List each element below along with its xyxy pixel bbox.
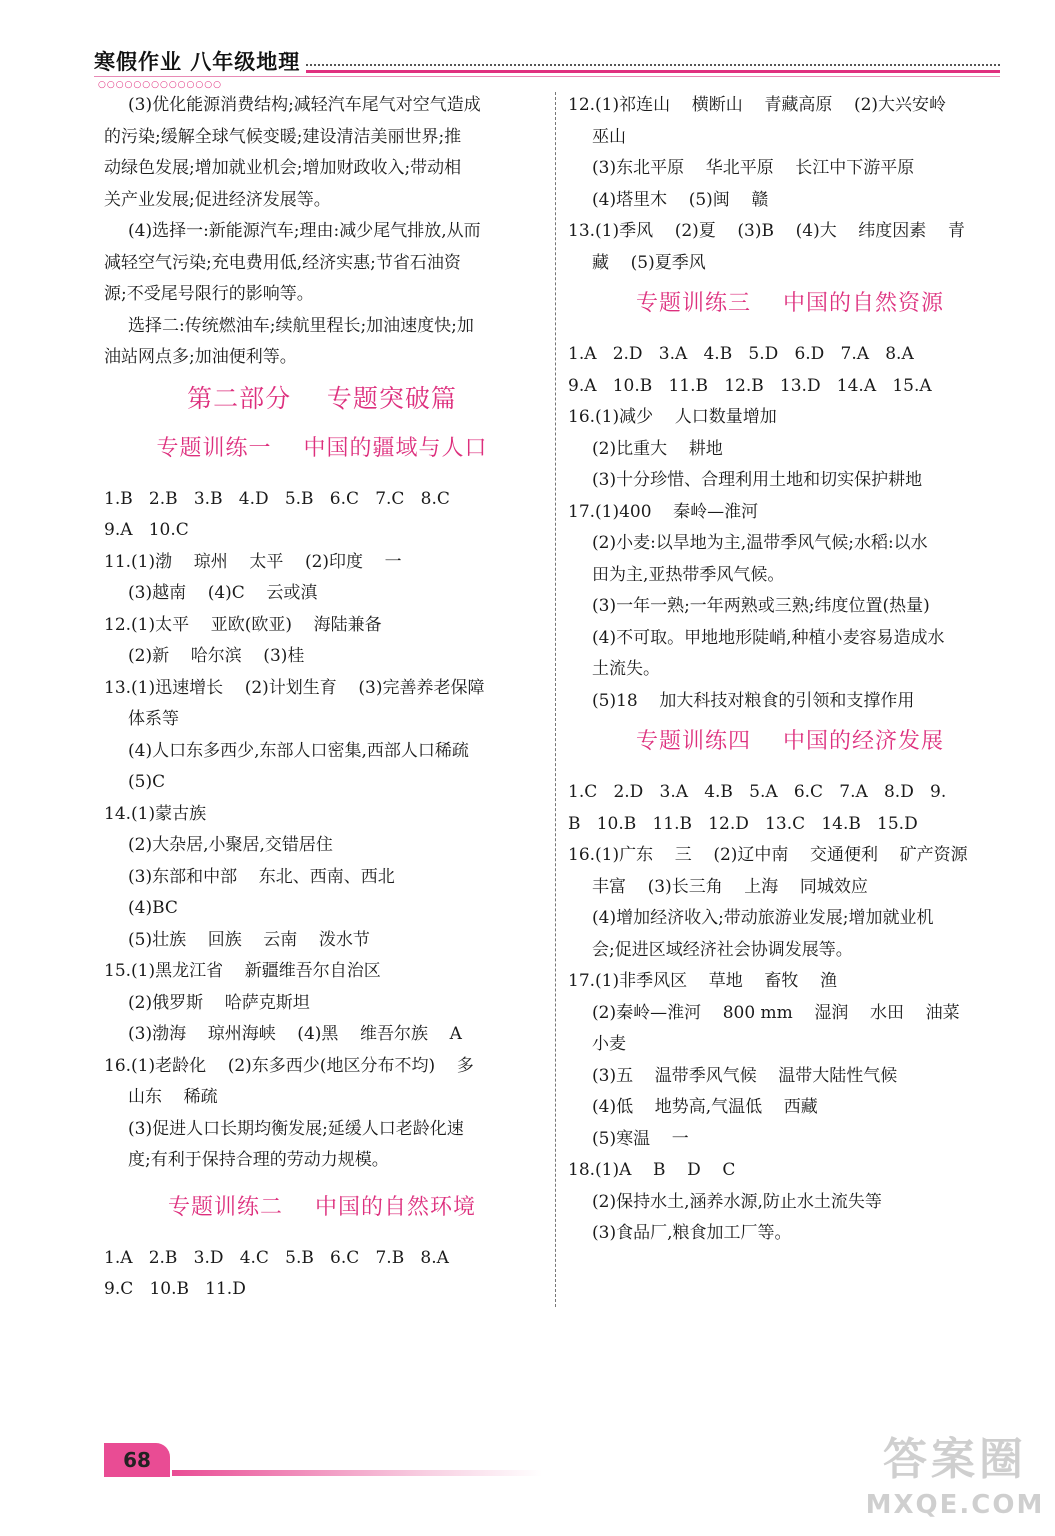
answer-line: 11.(1)渤 琼州 太平 (2)印度 一: [104, 551, 402, 572]
answer-line: 田为主,亚热带季风气候。: [592, 564, 785, 585]
footer-decorative-bar: [172, 1470, 542, 1476]
answer-line: (4)增加经济收入;带动旅游业发展;增加就业机: [592, 908, 934, 928]
answer-line: 18.(1)A B D C: [568, 1160, 736, 1180]
answer-line: 减轻空气污染;充电费用低,经济实惠;节省石油资: [104, 252, 461, 273]
spacer: [568, 767, 1012, 777]
answer-line: 12.(1)祁连山 横断山 青藏高原 (2)大兴安岭: [568, 95, 947, 115]
answer-line: 1.B 2.B 3.B 4.D 5.B 6.C 7.C 8.C: [104, 488, 450, 509]
answer-line: (5)18 加大科技对粮食的引领和支撑作用: [592, 690, 915, 711]
answer-line: (2)秦岭—淮河 800 mm 湿润 水田 油菜: [592, 1002, 960, 1023]
answer-line: (3)优化能源消费结构;减轻汽车尾气对空气造成: [128, 95, 481, 115]
answer-line: (5)C: [128, 772, 166, 792]
answer-line: 17.(1)400 秦岭—淮河: [568, 501, 759, 522]
answer-line: 动绿色发展;增加就业机会;增加财政收入;带动相: [104, 158, 462, 178]
answer-line: (3)渤海 琼州海峡 (4)黑 维吾尔族 A: [128, 1024, 462, 1044]
answer-line: 9.C 10.B 11.D: [104, 1279, 246, 1299]
answer-line: 16.(1)减少 人口数量增加: [568, 407, 777, 427]
answer-line: 1.A 2.D 3.A 4.B 5.D 6.D 7.A 8.A: [568, 344, 914, 364]
answer-line: 17.(1)非季风区 草地 畜牧 渔: [568, 971, 837, 991]
answer-line: B 10.B 11.B 12.D 13.C 14.B 15.D: [568, 813, 918, 834]
spacer: [568, 329, 1012, 339]
answer-line: 藏 (5)夏季风: [592, 252, 706, 273]
answer-line: 1.A 2.B 3.D 4.C 5.B 6.C 7.B 8.A: [104, 1247, 449, 1268]
answer-line: 关产业发展;促进经济发展等。: [104, 189, 331, 210]
answer-line: 9.A 10.C: [104, 520, 189, 540]
answer-line: 15.(1)黑龙江省 新疆维吾尔自治区: [104, 961, 381, 981]
answer-line: (4)人口东多西少,东部人口密集,西部人口稀疏: [128, 740, 469, 761]
answer-line: (5)寒温 一: [592, 1128, 689, 1149]
watermark-site-text: MXQE.COM: [865, 1490, 1045, 1520]
answer-line: (2)小麦:以旱地为主,温带季风气候;水稻:以水: [592, 533, 928, 553]
answer-line: (2)保持水土,涵养水源,防止水土流失等: [592, 1191, 882, 1212]
answer-line: (2)俄罗斯 哈萨克斯坦: [128, 992, 310, 1013]
answer-line: 的污染;缓解全球气候变暖;建设清洁美丽世界;推: [104, 126, 462, 147]
answer-line: 1.C 2.D 3.A 4.B 5.A 6.C 7.A 8.D 9.: [568, 782, 947, 802]
section-heading: 专题训练二 中国的自然环境: [168, 1194, 476, 1220]
answer-line: (3)五 温带季风气候 温带大陆性气候: [592, 1065, 898, 1086]
right-answer-column: [568, 90, 1012, 1250]
section-heading: 第二部分 专题突破篇: [187, 383, 457, 413]
answer-line: 土流失。: [592, 659, 660, 679]
answer-line: 13.(1)迅速增长 (2)计划生育 (3)完善养老保障: [104, 677, 485, 698]
answer-line: (3)一年一熟;一年两熟或三熟;纬度位置(热量): [592, 596, 930, 616]
answer-line: (4)选择一:新能源汽车;理由:减少尾气排放,从而: [128, 221, 481, 241]
answer-line: 16.(1)老龄化 (2)东多西少(地区分布不均) 多: [104, 1055, 474, 1076]
answer-line: 源;不受尾号限行的影响等。: [104, 284, 314, 304]
spacer: [104, 474, 540, 484]
header-bubble-ornament: ○○○○○○○○○○○○○○: [98, 80, 222, 90]
watermark-logo-text: 答案圈: [883, 1434, 1027, 1485]
watermark-logo: [865, 1430, 1045, 1530]
answer-line: (3)促进人口长期均衡发展;延缓人口老龄化速: [128, 1118, 464, 1139]
header-rule-thin: [94, 76, 1000, 77]
answer-line: 16.(1)广东 三 (2)辽中南 交通便利 矿产资源: [568, 845, 968, 865]
answer-line: (3)十分珍惜、合理利用土地和切实保护耕地: [592, 470, 923, 490]
answer-line: (4)低 地势高,气温低 西藏: [592, 1097, 818, 1117]
page-header-title: 寒假作业 八年级地理: [94, 46, 306, 76]
answer-line: (3)越南 (4)C 云或滇: [128, 583, 318, 603]
answer-line: (2)大杂居,小聚居,交错居住: [128, 835, 333, 855]
answer-line: 14.(1)蒙古族: [104, 803, 207, 824]
answer-line: 度;有利于保持合理的劳动力规模。: [128, 1150, 389, 1170]
answer-line: (2)新 哈尔滨 (3)桂: [128, 646, 305, 666]
answer-line: (3)食品厂,粮食加工厂等。: [592, 1223, 792, 1243]
answer-line: 小麦: [592, 1034, 626, 1054]
answer-line: 体系等: [128, 709, 179, 729]
answer-line: 油站网点多;加油便利等。: [104, 347, 297, 367]
answer-line: 13.(1)季风 (2)夏 (3)B (4)大 纬度因素 青: [568, 221, 965, 241]
answer-line: 选择二:传统燃油车;续航里程长;加油速度快;加: [128, 315, 474, 336]
answer-line: (3)东部和中部 东北、西南、西北: [128, 866, 395, 887]
section-heading: 专题训练三 中国的自然资源: [636, 291, 944, 316]
answer-line: (3)东北平原 华北平原 长江中下游平原: [592, 158, 915, 178]
left-answer-column: [104, 90, 540, 1306]
answer-line: 9.A 10.B 11.B 12.B 13.D 14.A 15.A: [568, 375, 932, 396]
answer-line: (4)塔里木 (5)闽 赣: [592, 189, 769, 210]
page-number: 68: [104, 1443, 170, 1477]
section-heading: 专题训练一 中国的疆域与人口: [156, 435, 488, 461]
answer-line: 丰富 (3)长三角 上海 同城效应: [592, 876, 868, 897]
answer-line: (4)BC: [128, 898, 178, 918]
section-heading: 专题训练四 中国的经济发展: [636, 729, 944, 754]
answer-line: 12.(1)太平 亚欧(欧亚) 海陆兼备: [104, 614, 382, 635]
spacer: [104, 1233, 540, 1243]
answer-line: 会;促进区域经济社会协调发展等。: [592, 939, 853, 960]
answer-line: (4)不可取。甲地地形陡峭,种植小麦容易造成水: [592, 627, 945, 648]
answer-line: (5)壮族 回族 云南 泼水节: [128, 929, 370, 950]
answer-line: 山东 稀疏: [128, 1087, 218, 1107]
answer-line: (2)比重大 耕地: [592, 438, 723, 459]
answer-line: 巫山: [592, 126, 626, 147]
column-divider: [555, 92, 556, 1307]
